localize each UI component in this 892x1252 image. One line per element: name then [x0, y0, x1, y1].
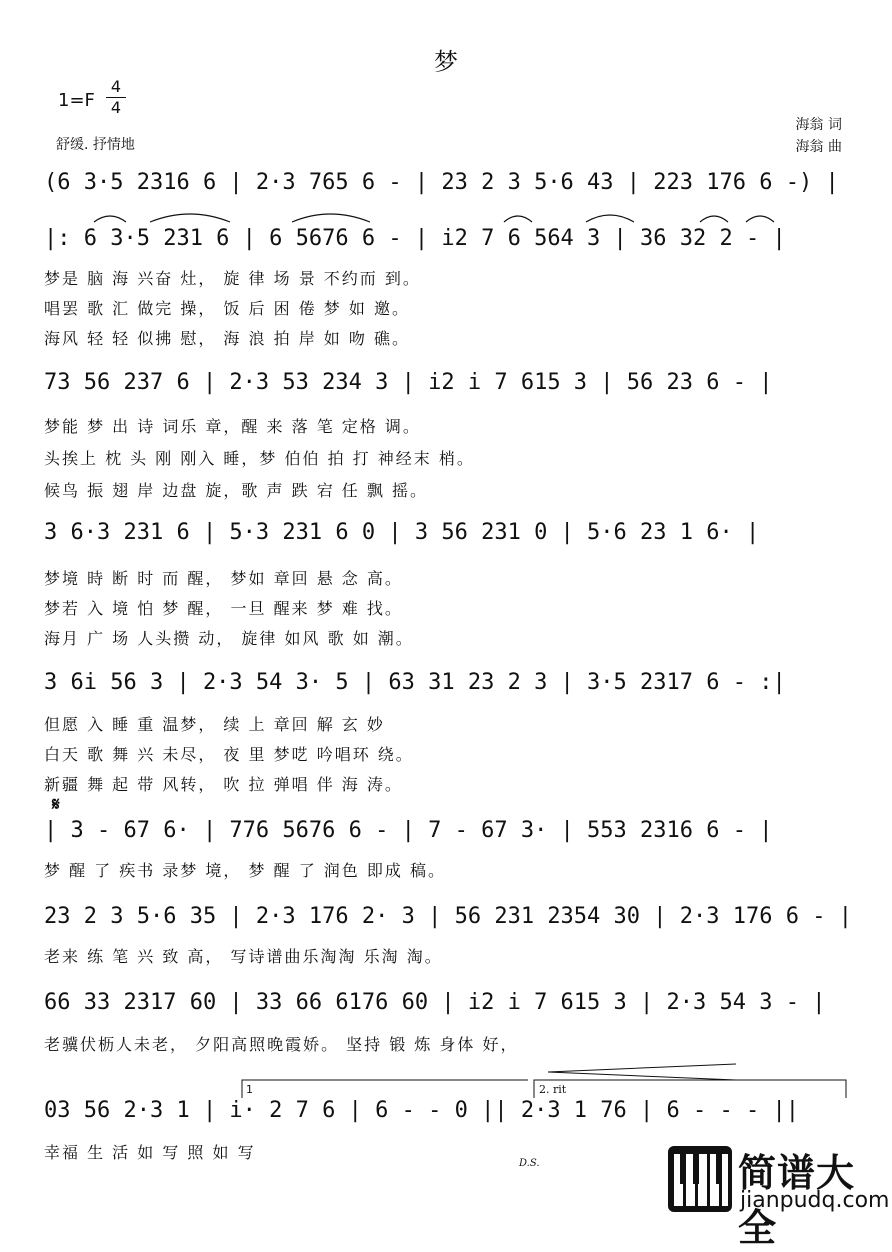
notation-line-1: (6 3·5 2316 6 | 2·3 765 6 - | 23 2 3 5·6 43 | 223 176 6 -) |: [44, 170, 839, 195]
slur-mark: [292, 214, 370, 222]
slur-mark: [700, 216, 728, 222]
lyric-line-2-verse-1: 梦是 脑 海 兴奋 灶， 旋 律 场 景 不约而 到。: [44, 269, 421, 288]
notation-line-5: 3 6i 56 3 | 2·3 54 3· 5 | 63 31 23 2 3 | 3·5 2317 6 - :|: [44, 670, 786, 695]
lyric-line-4-verse-1: 梦境 時 断 时 而 醒， 梦如 章回 悬 念 高。: [44, 569, 403, 588]
slur-mark: [94, 216, 126, 222]
lyric-line-2-verse-3: 海风 轻 轻 似拂 慰， 海 浪 拍 岸 如 吻 礁。: [44, 329, 410, 348]
notation-line-2: |: 6 3·5 231 6 | 6 5676 6 - | i2 7 6 564 3 | 36 32 2 - |: [44, 226, 786, 251]
volta-1-label: 1: [246, 1083, 253, 1096]
notation-line-8: 66 33 2317 60 | 33 66 6176 60 | i2 i 7 615 3 | 2·3 54 3 - |: [44, 990, 826, 1015]
slur-mark: [504, 216, 532, 222]
lyric-line-5-verse-3: 新疆 舞 起 带 风转， 吹 拉 弹唱 伴 海 涛。: [44, 775, 403, 794]
logo-key: [722, 1154, 728, 1206]
logo-key: [698, 1154, 707, 1206]
lyric-line-9: 幸福 生 活 如 写 照 如 写: [44, 1143, 256, 1162]
watermark-url: jianpudq.com: [740, 1188, 890, 1213]
volta-2-label: 2. rit: [539, 1083, 567, 1096]
tempo-marking: 舒缓. 抒情地: [56, 137, 135, 153]
volta-2-bracket: [534, 1080, 846, 1098]
volta-1-bracket: [242, 1080, 528, 1098]
lyric-line-2-verse-2: 唱罢 歌 汇 做完 操， 饭 后 困 倦 梦 如 邀。: [44, 299, 410, 318]
notation-line-3: 73 56 237 6 | 2·3 53 234 3 | i2 i 7 615 3 | 56 23 6 - |: [44, 370, 773, 395]
notation-line-6: | 3 - 67 6· | 776 5676 6 - | 7 - 67 3· | 553 2316 6 - |: [44, 818, 773, 843]
lyric-line-5-verse-2: 白天 歌 舞 兴 未尽， 夜 里 梦呓 吟唱环 绕。: [44, 745, 414, 764]
key-signature: 1=F: [58, 90, 95, 111]
lyric-line-3-verse-2: 头挨上 枕 头 刚 刚入 睡，梦 伯伯 拍 打 神经末 梢。: [44, 449, 475, 468]
notation-line-9: 03 56 2·3 1 | i· 2 7 6 | 6 - - 0 || 2·3 1 76 | 6 - - - ||: [44, 1098, 799, 1123]
slur-mark: [586, 215, 634, 222]
lyric-line-6: 梦 醒 了 疾书 录梦 境， 梦 醒 了 润色 即成 稿。: [44, 861, 446, 880]
ds-marking: D.S.: [519, 1158, 540, 1169]
time-signature: [106, 78, 126, 117]
lyricist-credit: 海翁 词: [795, 117, 842, 133]
watermark-brand: 简谱大全: [738, 1151, 856, 1250]
lyric-line-3-verse-1: 梦能 梦 出 诗 词乐 章，醒 来 落 笔 定格 调。: [44, 417, 421, 436]
composer-credit: 海翁 曲: [795, 139, 842, 155]
slur-mark: [746, 216, 774, 222]
logo-black-key: [680, 1154, 686, 1184]
lyric-line-4-verse-2: 梦若 入 境 怕 梦 醒， 一旦 醒来 梦 难 找。: [44, 599, 403, 618]
segno-sign: 𝄋: [52, 794, 60, 815]
lyric-line-5-verse-1: 但愿 入 睡 重 温梦， 续 上 章回 解 玄 妙: [44, 715, 385, 734]
slur-mark: [150, 214, 230, 222]
logo-black-key: [693, 1154, 699, 1184]
notation-line-7: 23 2 3 5·6 35 | 2·3 176 2· 3 | 56 231 2354 30 | 2·3 176 6 - |: [44, 904, 852, 929]
song-title: 梦: [434, 48, 458, 76]
time-sig-top: 4: [110, 77, 122, 96]
lyric-line-8: 老骥伏枥人未老， 夕阳高照晚霞娇。 坚持 锻 炼 身体 好，: [44, 1035, 519, 1054]
notation-line-4: 3 6·3 231 6 | 5·3 231 6 0 | 3 56 231 0 | 5·6 23 1 6· |: [44, 520, 760, 545]
lyric-line-3-verse-3: 候鸟 振 翅 岸 边盘 旋，歌 声 跌 宕 任 飘 摇。: [44, 481, 428, 500]
decrescendo-hairpin: [548, 1064, 736, 1080]
lyric-line-4-verse-3: 海月 广 场 人头攒 动， 旋律 如风 歌 如 潮。: [44, 629, 414, 648]
logo-black-key: [716, 1154, 722, 1184]
time-sig-bottom: 4: [110, 98, 122, 117]
lyric-line-7: 老来 练 笔 兴 致 高， 写诗谱曲乐淘淘 乐淘 淘。: [44, 947, 443, 966]
